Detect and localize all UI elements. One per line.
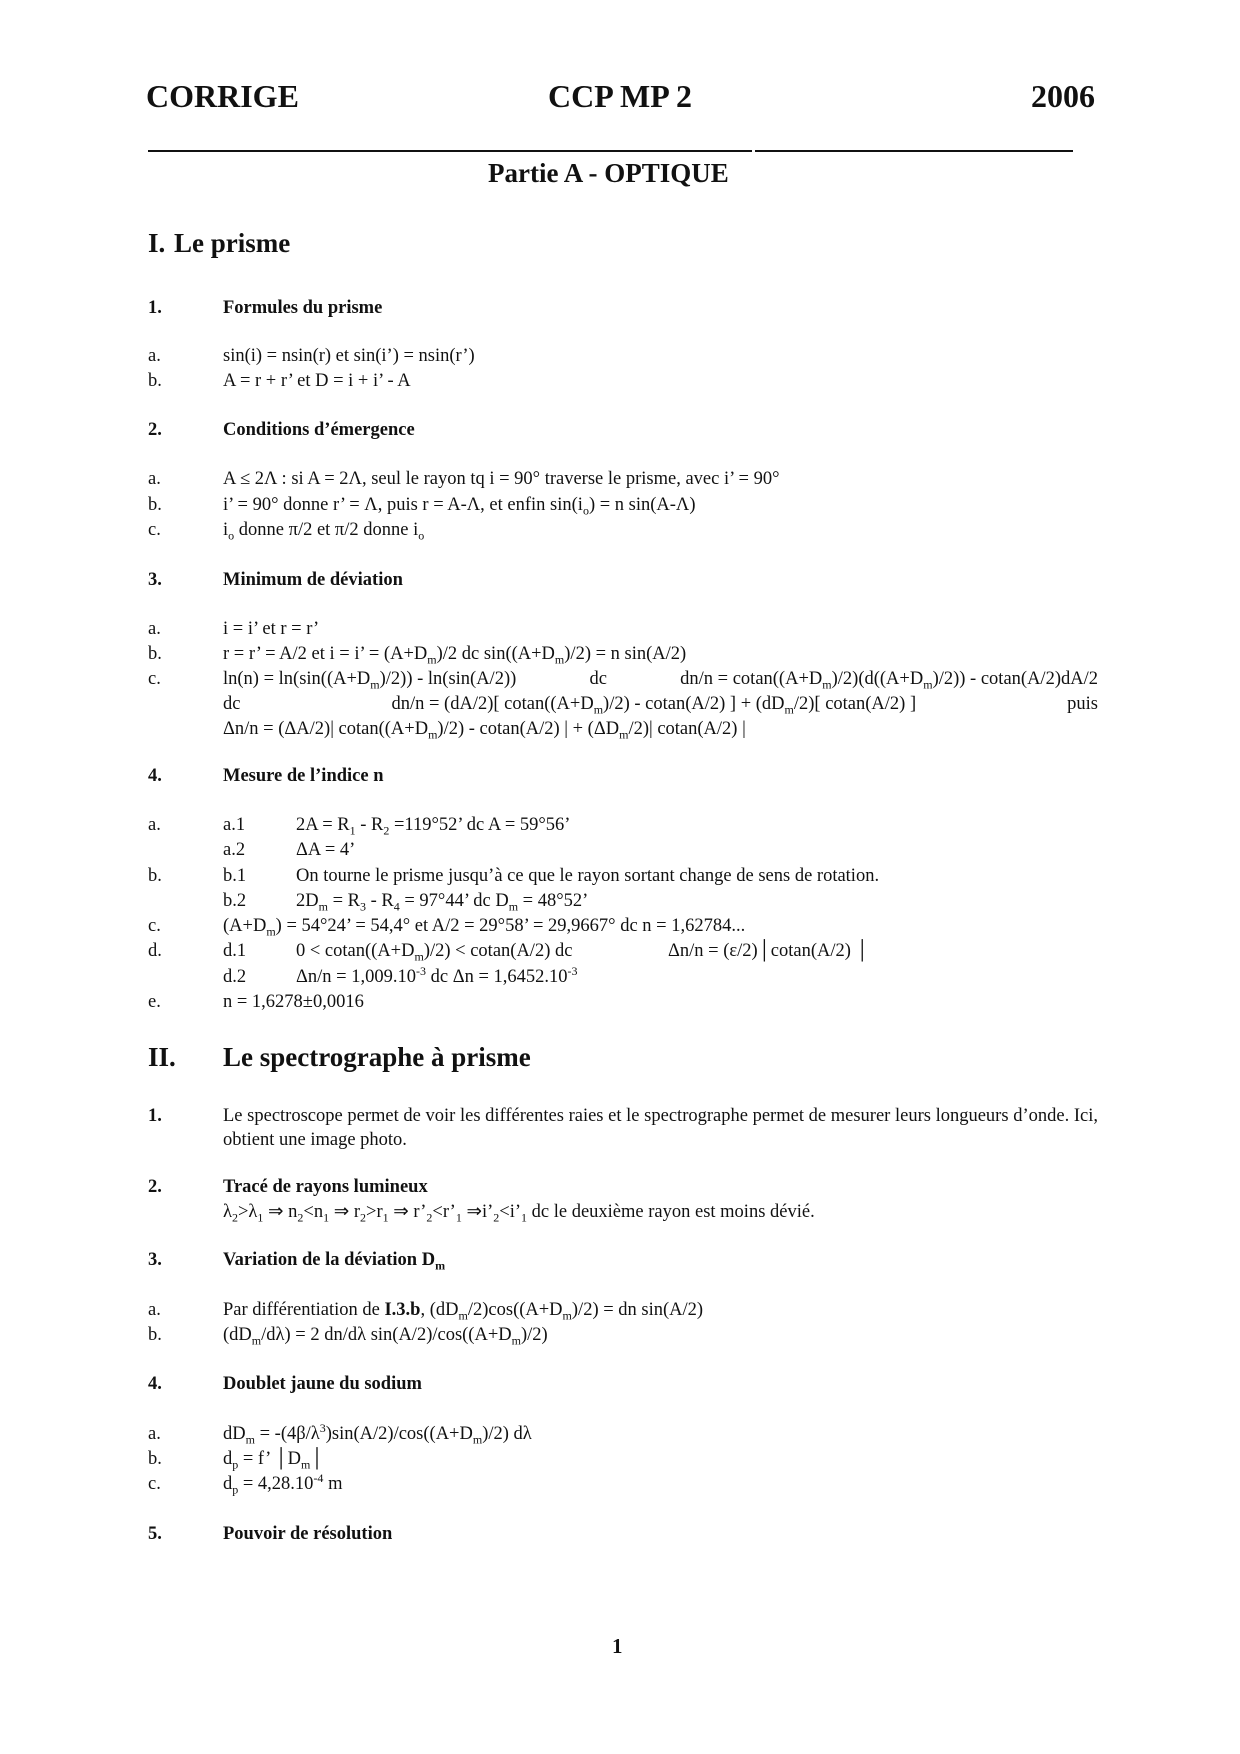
page: CORRIGE CCP MP 2 2006 Partie A - OPTIQUE I. Le prisme 1. Formules du prisme a. sin(i) = nsin(r) et sin(i’) = nsin(r’) b. A = r + r’ et D = i + i’ - A 2. Conditions d’émergence a. A ≤ 2Λ : si A = 2Λ, seul le rayon tq i = 90° traverse le prisme, avec i’ = 90° b. i’ = 90° donne r’ = Λ, puis r = A-Λ, et enfin $\sin(i_o) = n$ sin(A-Λ) c. $i_o$ donne π/2 et π/2 donne $i_o$ 3. Minimum de déviation a. i = i’ et r = r’ b. r = r’ = A/2 et i = i’ = $(A+D_m)/2$ dc $\sin((A+D_m)/2) = n$ sin(A/2) c. $\ln(n) = \ln(\sin((A+D_m)/2)) - \ln(\sin(A/2))$ dc $dn/n = cotan((A+D_m)/2)(d((A+D_m)/2)) - cotan(A/2)dA/2$ dc dn/n = (dA/2)[ $cotan((A+D_m)/2) - cotan(A/2)$ ] + $(dD_m/2)$[ cotan(A/2) ] puis Δn/n = (ΔA/2)| $cotan((A+D_m)/2) - cotan(A/2)$ | + $(\Delta D_m/2)|$ cotan(A/2) | 4. Mesure de l’indice n a. a.1 $2A = R_1 - R_2 =119^\circ 52$’ dc A = 59°56’ a.2 ΔA = 4’ b. b.1 On tourne le prisme jusqu’à ce que le rayon sortant change de sens de rotation. b.2 $2D_m = R_3 - R_4 = 97^\circ 44$’ dc $D_m = 48^\circ 52$’ c. $(A+D_m) = 54^\circ 24$’ = 54,4° et A/2 = 29°58’ = 29,9667° dc n = 1,62784... d. d.1 $0 < cotan((A+D_m)/2) < cotan(A/2)$ dc Δn/n = (ε/2)│cotan(A/2) │ d.2 $\Delta n/n = 1,009.10^{-3}$ dc $\Delta n = 1,6452.10^{-3}$ e. n = 1,6278±0,0016 II. Le spectrographe à prisme 1. Le spectroscope permet de voir les différentes raies et le spectrographe permet de mesurer leurs longueurs d’onde. Ici, obtient une image photo. 2. Tracé de rayons lumineux $\lambda_2>\lambda_1$ ⇒ $n_2<n_1$ ⇒ $r_2>r_1$ ⇒ $r’_2<r’_1$ $\Rightarrow i’_2<i’_1$ dc le deuxième rayon est moins dévié. 3. Variation de la déviation $D_m$ a. Par différentiation de I.3.b, $(dD_m/2)\cos((A+D_m)/2)$ = dn sin(A/2) b. $(dD_m/d\lambda) = 2$ dn/dλ $\sin(A/2)/\cos((A+D_m)/2)$ 4. Doublet jaune du sodium a. $dD_m = -(4\beta/\lambda^3)\sin(A/2)/\cos((A+D_m)/2)$ dλ b. $d_p = f$’ $│D_m│$ c. $d_p = 4,28.10^{-4}$ m 5. Pouvoir de résolution 1 bbox=[146, 78, 1098, 1658]
header-rule-right bbox=[755, 150, 1073, 152]
paragraph: Le spectroscope permet de voir les différentes raies et le spectrographe permet de mesurer leurs longueurs d’onde. Ici, obtient une image photo. bbox=[223, 1106, 1098, 1150]
header-right: 2006 bbox=[1031, 78, 1095, 114]
header-center: CCP MP 2 bbox=[548, 78, 692, 114]
formula-line: dc dn/n = (dA/2)[ $cotan((A+D_m)/2) - cotan(A/2)$ ] + $(dD_m/2)$[ cotan(A/2) ] puis bbox=[223, 694, 1098, 717]
section-i-number: I. bbox=[148, 228, 166, 258]
section-ii-title: Le spectrographe à prisme bbox=[223, 1042, 531, 1072]
header-rule-left bbox=[148, 150, 752, 152]
header-left: CORRIGE bbox=[146, 78, 299, 114]
part-title: Partie A - OPTIQUE bbox=[488, 158, 729, 188]
page-number: 1 bbox=[612, 1634, 623, 1658]
section-i-title: Le prisme bbox=[174, 228, 291, 258]
section-ii-number: II. bbox=[148, 1042, 176, 1072]
formula-line: $\ln(n) = \ln(\sin((A+D_m)/2)) - \ln(\sin(A/2))$ dc $dn/n = cotan((A+D_m)/2)(d((A+D_m)/2)) - cotan(A/2)dA/2$ bbox=[223, 669, 1098, 692]
